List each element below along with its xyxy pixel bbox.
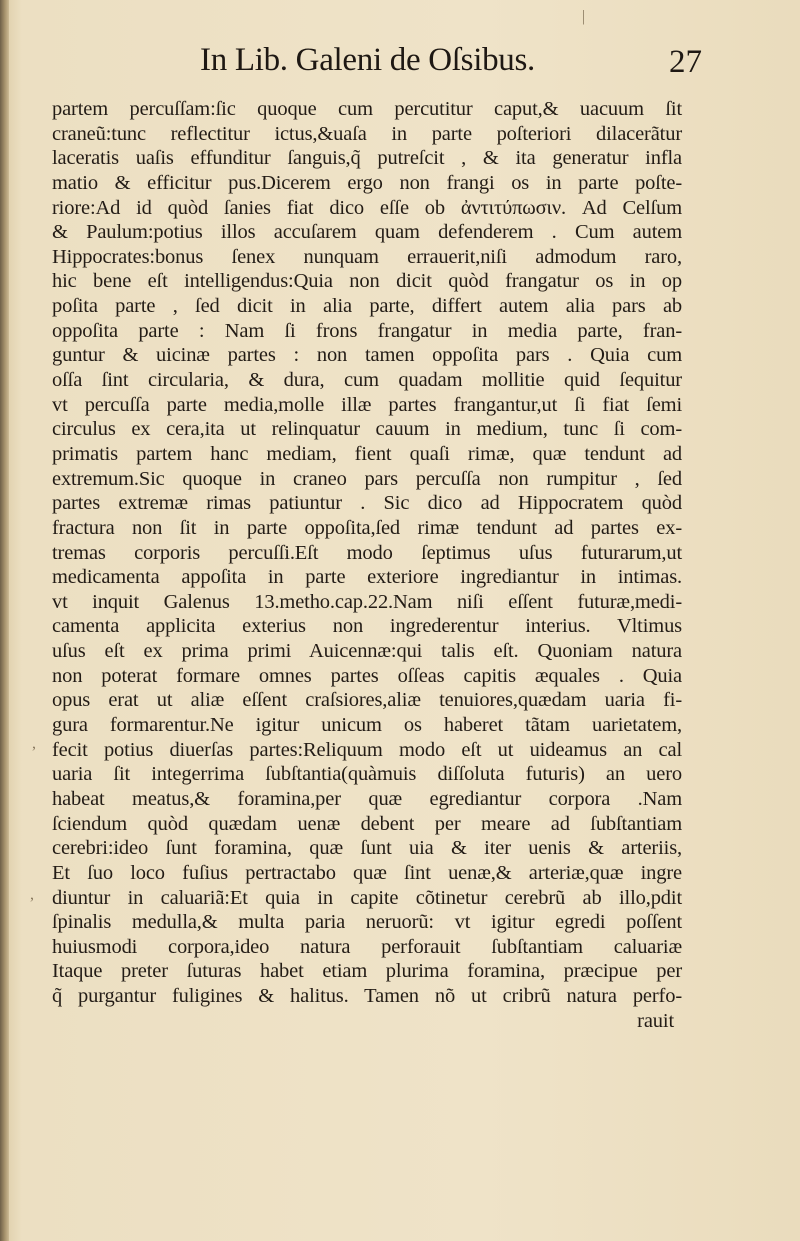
text-line: ſciendum quòd quædam uenæ debent per meare ad ſubſtantiam	[52, 812, 682, 835]
text-line: uaria ſit integerrima ſubſtantia(quàmuis diſſoluta futuris) an uero	[52, 763, 682, 786]
text-line: & Paulum:potius illos accuſarem quam defenderem . Cum autem	[52, 221, 682, 244]
text-line: partes extremæ rimas patiuntur . Sic dico ad Hippocratem quòd	[52, 492, 682, 515]
text-line: laceratis uaſis effunditur ſanguis,q̃ putreſcit , & ita generatur infla	[52, 147, 682, 170]
text-line: hic bene eſt intelligendus:Quia non dicit quòd frangatur os in op	[52, 270, 682, 293]
text-line: Hippocrates:bonus ſenex nunquam errauerit,niſi admodum raro,	[52, 245, 682, 268]
text-line: tremas corporis percuſſi.Eſt modo ſeptimus uſus futurarum,ut	[52, 541, 682, 564]
text-line: primatis partem hanc mediam, fient quaſi rimæ, quæ tendunt ad	[52, 442, 682, 465]
text-line: opus erat ut aliæ eſſent craſsiores,aliæ tenuiores,quædam uaria fi-	[52, 689, 682, 712]
text-line: oſſa ſint circularia, & dura, cum quadam mollitie quid ſequitur	[52, 369, 682, 392]
text-line: matio & efficitur pus.Dicerem ergo non frangi os in parte poſte-	[52, 171, 682, 194]
text-line: Et ſuo loco fuſius pertractabo quæ ſint uenæ,& arteriæ,quæ ingre	[52, 861, 682, 884]
page-header	[60, 42, 700, 92]
text-line: cerebri:ideo ſunt foramina, quæ ſunt uia & iter uenis & arteriis,	[52, 837, 682, 860]
text-line: circulus ex cera,ita ut relinquatur cauum in medium, tunc ſi com-	[52, 418, 682, 441]
page-number: 27	[669, 44, 702, 80]
text-line: guntur & uicinæ partes : non tamen oppoſita pars . Quia cum	[52, 344, 682, 367]
running-head: In Lib. Galeni de Oſsibus.	[200, 42, 535, 78]
text-line: partem percuſſam:ſic quoque cum percutitur caput,& uacuum ſit	[52, 98, 682, 120]
text-line: camenta applicita exterius non ingrederentur interius. Vltimus	[52, 615, 682, 638]
text-line: huiusmodi corpora,ideo natura perforauit ſubſtantiam caluariæ	[52, 935, 682, 958]
text-line: rauit	[637, 1009, 674, 1032]
text-line: vt percuſſa parte media,molle illæ partes frangantur,ut ſi fiat ſemi	[52, 393, 682, 416]
margin-tick-mark: |	[582, 8, 586, 25]
body-text	[52, 97, 682, 1033]
text-line: fecit potius diuerſas partes:Reliquum modo eſt ut uideamus an cal	[52, 738, 682, 761]
text-line: q̃ purgantur fuligines & halitus. Tamen nõ ut cribrũ natura perfo-	[52, 985, 682, 1008]
text-line: diuntur in caluariã:Et quia in capite cõtinetur cerebrũ ab illo,pdit	[52, 886, 682, 909]
text-line: fractura non ſit in parte oppoſita,ſed rimæ tendunt ad partes ex-	[52, 516, 682, 539]
margin-tick-mark: ,	[32, 735, 36, 752]
text-line: extremum.Sic quoque in craneo pars percuſſa non rumpitur , ſed	[52, 467, 682, 490]
text-line: craneũ:tunc reflectitur ictus,&uaſa in parte poſteriori dilacerãtur	[52, 122, 682, 145]
text-line: Itaque preter ſuturas habet etiam plurima foramina, præcipue per	[52, 960, 682, 983]
text-line: medicamenta appoſita in parte exteriore ingrediantur in intimas.	[52, 566, 682, 589]
text-line: riore:Ad id quòd ſanies fiat dico eſſe ob ἀντιτύπωσιν. Ad Celſum	[52, 196, 682, 219]
binding-gutter	[0, 0, 9, 1241]
margin-tick-mark: ,	[30, 886, 34, 903]
text-line: non poterat formare omnes partes oſſeas capitis æquales . Quia	[52, 664, 682, 687]
text-line: vt inquit Galenus 13.metho.cap.22.Nam niſi eſſent futuræ,medi-	[52, 590, 682, 613]
text-line: ſpinalis medulla,& multa paria neruorũ: vt igitur egredi poſſent	[52, 911, 682, 934]
text-line: poſita parte , ſed dicit in alia parte, differt autem alia pars ab	[52, 295, 682, 318]
text-line: uſus eſt ex prima primi Auicennæ:qui talis eſt. Quoniam natura	[52, 640, 682, 663]
text-line: habeat meatus,& foramina,per quæ egrediantur corpora .Nam	[52, 787, 682, 810]
text-line: oppoſita parte : Nam ſi frons frangatur in media parte, fran-	[52, 319, 682, 342]
text-line: gura formarentur.Ne igitur unicum os haberet tãtam uarietatem,	[52, 714, 682, 737]
